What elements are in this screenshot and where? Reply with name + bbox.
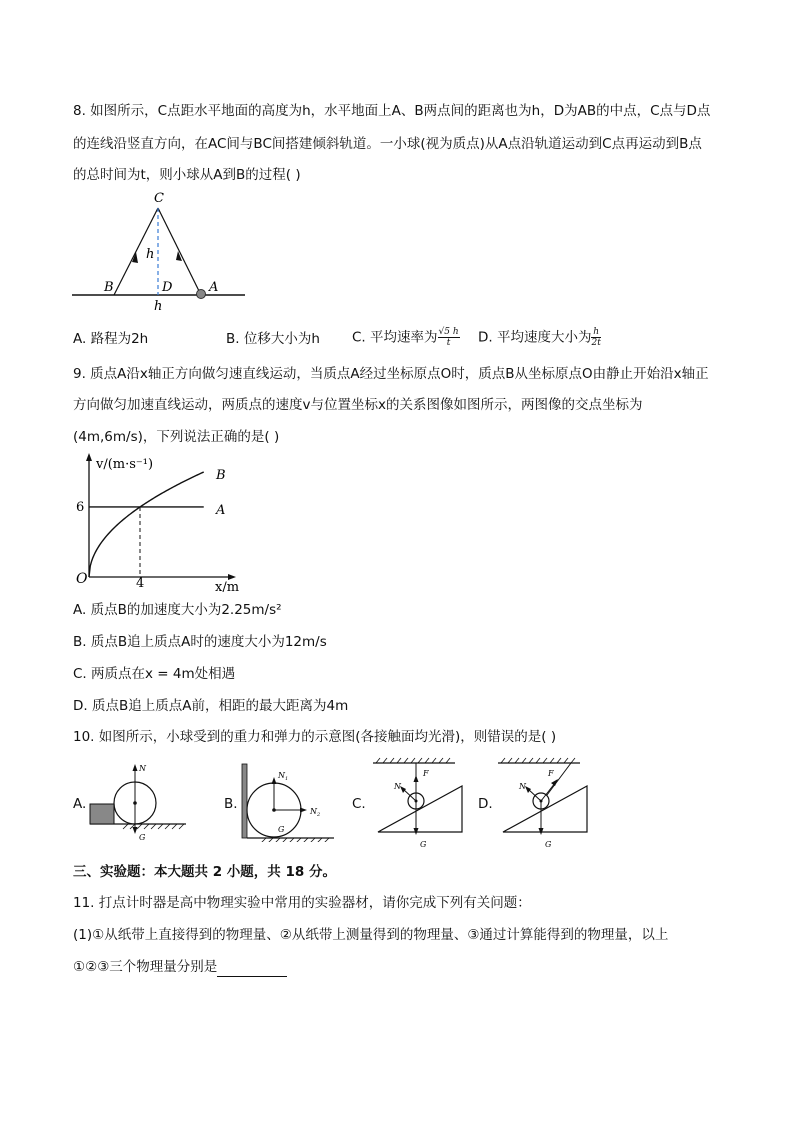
q9-stem-line3: (4m,6m/s)，下列说法正确的是( ) bbox=[73, 429, 280, 445]
q10-label-a: A. bbox=[73, 796, 87, 812]
q8-stem-line3: 的总时间为t，则小球从A到B的过程( ) bbox=[73, 167, 301, 183]
q8-stem-line2: 的连线沿竖直方向，在AC间与BC间搭建倾斜轨道。一小球(视为质点)从A点沿轨道运动到C点再运动到B点 bbox=[73, 136, 702, 152]
q9-series-a-label: A bbox=[216, 503, 226, 518]
q9-y-axis-label: v/(m·s⁻¹) bbox=[96, 457, 154, 472]
q8-option-c-numerator: √5 h bbox=[438, 327, 459, 337]
q10-label-d: D. bbox=[478, 796, 493, 812]
q10a-n-label: N bbox=[139, 764, 146, 773]
q9-option-c: C. 两质点在x = 4m处相遇 bbox=[73, 666, 236, 682]
q9-velocity-chart bbox=[70, 450, 250, 592]
q8-option-d-fraction bbox=[591, 327, 600, 348]
section-3-heading: 三、实验题：本大题共 2 小题，共 18 分。 bbox=[73, 864, 336, 880]
q10b-g-label: G bbox=[278, 825, 285, 834]
q8-label-h-side: h bbox=[146, 247, 155, 262]
q10b-n2-subscript: 2 bbox=[317, 812, 321, 818]
q10-figure-d bbox=[495, 757, 595, 852]
q8-option-c-text: C. 平均速率为 bbox=[352, 329, 438, 346]
q10d-g-label: G bbox=[545, 840, 552, 849]
q8-option-c-fraction bbox=[438, 327, 460, 348]
q8-label-d: D bbox=[162, 280, 173, 295]
q8-label-b: B bbox=[104, 280, 114, 295]
q8-stem-line1: 8. 如图所示，C点距水平地面的高度为h，水平地面上A、B两点间的距离也为h，D为AB的中点，C点与D点 bbox=[73, 103, 711, 119]
q9-stem-line2: 方向做匀加速直线运动，两质点的速度v与位置坐标x的关系图像如图所示，两图像的交点坐标为 bbox=[73, 397, 643, 413]
q8-option-d-denominator: 2t bbox=[591, 338, 601, 348]
q8-label-h-bottom: h bbox=[154, 299, 163, 314]
q8-option-d bbox=[478, 327, 601, 348]
q10-label-b: B. bbox=[224, 796, 238, 812]
q10b-n2-label bbox=[309, 807, 320, 818]
q9-option-d: D. 质点B追上质点A前，相距的最大距离为4m bbox=[73, 698, 349, 714]
q9-stem-line1: 9. 质点A沿x轴正方向做匀速直线运动，当质点A经过坐标原点O时，质点B从坐标原点O由静止开始沿x轴正 bbox=[73, 366, 709, 382]
q10b-n1-label bbox=[277, 771, 288, 782]
q9-origin-label: O bbox=[76, 571, 88, 587]
q10-label-c: C. bbox=[352, 796, 366, 812]
q10b-n1-subscript: 1 bbox=[285, 776, 289, 782]
q10c-f-label: F bbox=[423, 769, 429, 778]
q8-label-c: C bbox=[154, 191, 164, 206]
q10d-f-label: F bbox=[548, 769, 554, 778]
q10a-g-label: G bbox=[139, 833, 146, 840]
q11-stem-line3-text: ①②③三个物理量分别是 bbox=[73, 959, 218, 975]
q9-y-tick-6: 6 bbox=[76, 500, 85, 515]
q10-figure-c bbox=[370, 757, 470, 852]
q8-option-d-text: D. 平均速度大小为 bbox=[478, 329, 592, 346]
q8-label-a: A bbox=[209, 280, 219, 295]
q10b-n1-symbol: N bbox=[278, 771, 285, 780]
q8-option-c bbox=[352, 327, 460, 348]
q11-stem-line3 bbox=[73, 957, 287, 977]
q8-triangle-figure bbox=[70, 190, 250, 315]
q10c-g-label: G bbox=[420, 840, 427, 849]
q10-stem: 10. 如图所示，小球受到的重力和弹力的示意图(各接触面均光滑)，则错误的是( ) bbox=[73, 729, 557, 745]
q9-series-b-label: B bbox=[216, 468, 226, 483]
q9-series-b-line bbox=[89, 472, 204, 577]
q10d-n-label: N bbox=[519, 782, 526, 791]
q9-x-axis-label: x/m bbox=[215, 580, 240, 592]
q9-option-a: A. 质点B的加速度大小为2.25m/s² bbox=[73, 602, 282, 618]
q8-option-c-denominator: t bbox=[446, 338, 451, 348]
q10-figure-a bbox=[88, 760, 188, 840]
q9-x-tick-4: 4 bbox=[136, 576, 145, 591]
q11-stem-line2: (1)①从纸带上直接得到的物理量、②从纸带上测量得到的物理量、③通过计算能得到的物理量，以上 bbox=[73, 927, 669, 943]
q8-option-a: A. 路程为2h bbox=[73, 331, 149, 347]
q8-option-d-numerator: h bbox=[593, 327, 600, 337]
q10b-n2-symbol: N bbox=[310, 807, 317, 816]
q10c-n-label: N bbox=[394, 782, 401, 791]
q11-answer-blank[interactable] bbox=[217, 962, 287, 977]
q11-stem-line1: 11. 打点计时器是高中物理实验中常用的实验器材，请你完成下列有关问题： bbox=[73, 895, 531, 911]
q8-option-b: B. 位移大小为h bbox=[226, 331, 320, 347]
q10-figure-b bbox=[236, 762, 341, 842]
q9-option-b: B. 质点B追上质点A时的速度大小为12m/s bbox=[73, 634, 327, 650]
